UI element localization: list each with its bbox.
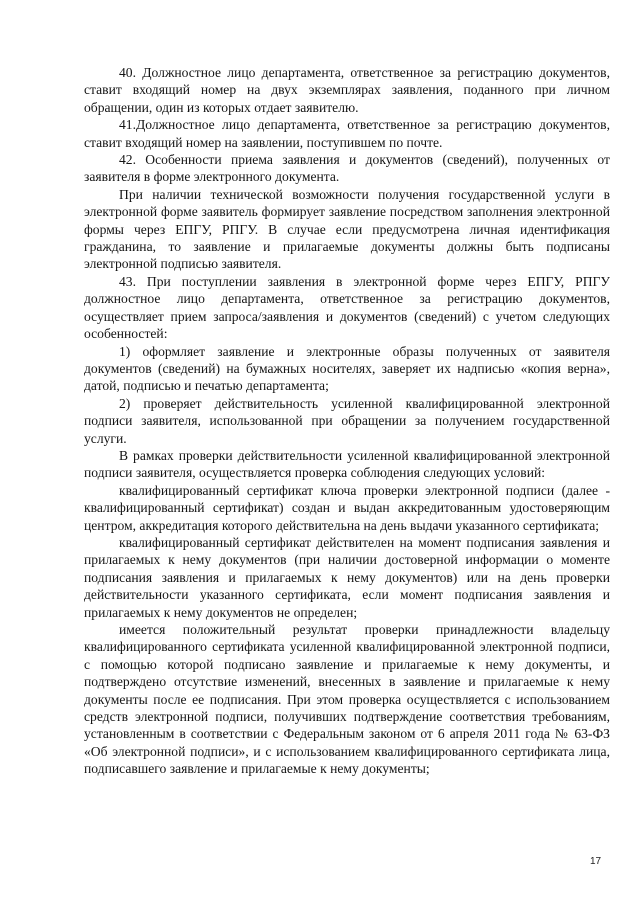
document-body	[84, 64, 610, 778]
list-item-2: 2) проверяет действительность усиленной квалифицированной электронной подписи заявителя, использованной при обращении за получением государственной услуги.	[84, 395, 610, 446]
list-item-1: 1) оформляет заявление и электронные образы полученных от заявителя документов (сведений) на бумажных носителях, заверяет их надписью «копия верна», датой, подписью и печатью департамента;	[84, 343, 610, 394]
page-number: 17	[590, 856, 602, 867]
condition-verification-result: имеется положительный результат проверки принадлежности владельцу квалифицированного сертификата усиленной квалифицированной электронной подписи, с помощью которой подписано заявление и прилагаемые к нему документы, и подтверждено отсутствие изменений, внесенных в заявление и прилагаемые к нему документы после ее подписания. При этом проверка осуществляется с использованием средств электронной подписи, получивших подтверждение соответствия требованиям, установленным в соответствии с Федеральным законом от 6 апреля 2011 года № 63-ФЗ «Об электронной подписи», и с использованием квалифицированного сертификата лица, подписавшего заявление и прилагаемые к нему документы;	[84, 622, 610, 777]
paragraph-verification: В рамках проверки действительности усиленной квалифицированной электронной подписи заявителя, осуществляется проверка соблюдения следующих условий:	[84, 447, 610, 481]
paragraph-42: 42. Особенности приема заявления и документов (сведений), полученных от заявителя в форме электронного документа.	[84, 152, 610, 185]
paragraph-40: 40. Должностное лицо департамента, ответственное за регистрацию документов, ставит входящий номер на двух экземплярах заявления, поданного при личном обращении, один из которых отдает заявителю.	[84, 65, 610, 115]
paragraph-43: 43. При поступлении заявления в электронной форме через ЕПГУ, РПГУ должностное лицо департамента, ответственное за регистрацию документов, осуществляет прием запроса/заявления и документов (сведений) с учетом следующих особенностей:	[84, 273, 610, 342]
condition-certificate-valid: квалифицированный сертификат действителен на момент подписания заявления и прилагаемых к нему документов (при наличии достоверной информации о моменте подписания заявления и прилагаемых к нему документов) или на день проверки действительности указанного сертификата, если момент подписания заявления и прилагаемых к нему документов не определен;	[84, 534, 610, 620]
condition-certificate-issued: квалифицированный сертификат ключа проверки электронной подписи (далее - квалифицированный сертификат) создан и выдан аккредитованным удостоверяющим центром, аккредитация которого действительна на день выдачи указанного сертификата;	[84, 482, 610, 533]
paragraph-electronic-form: При наличии технической возможности получения государственной услуги в электронной форме заявитель формирует заявление посредством заполнения электронной формы через ЕПГУ, РПГУ. В случае если предусмотрена личная идентификация гражданина, то заявление и прилагаемые документы должны быть подписаны электронной подписью заявителя.	[84, 186, 610, 272]
paragraph-41: 41.Должностное лицо департамента, ответственное за регистрацию документов, ставит входящий номер на заявлении, поступившем по почте.	[84, 117, 610, 150]
